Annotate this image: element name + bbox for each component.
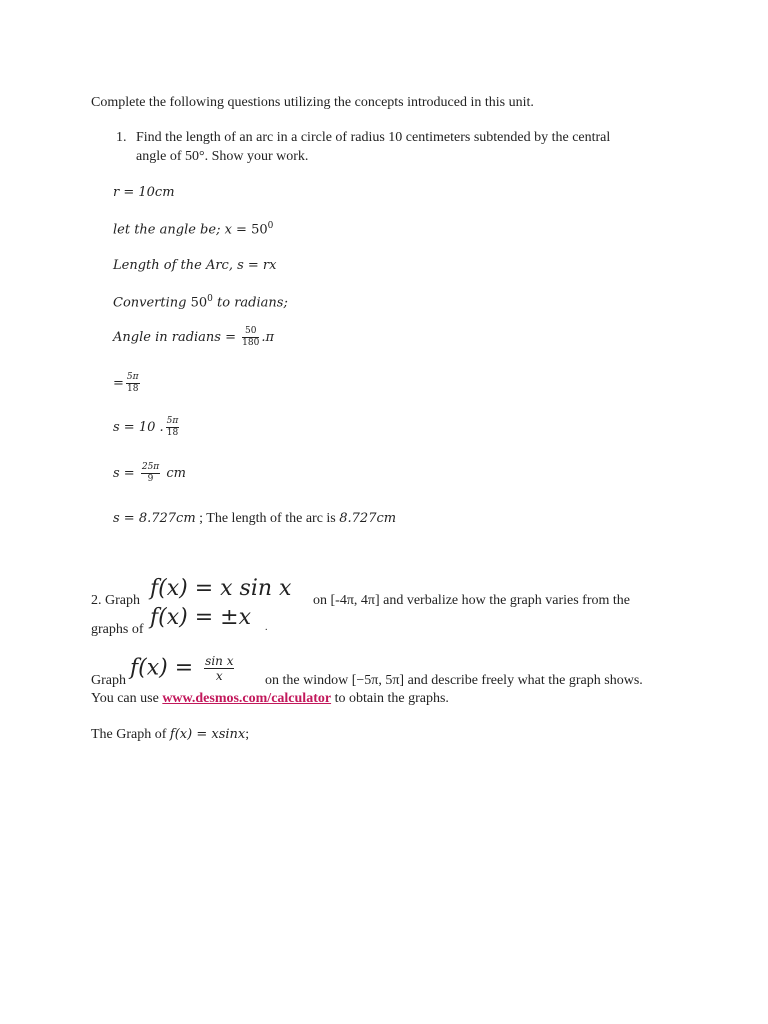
work-converting-degree: 0 [207, 294, 213, 304]
fraction-denominator: 18 [127, 384, 139, 394]
fraction-denominator: 18 [166, 428, 179, 438]
work-result [113, 509, 396, 527]
work-angle [113, 221, 273, 237]
q2-formula-xsinx [150, 576, 291, 601]
desmos-link[interactable]: www.desmos.com/calculator [162, 691, 332, 706]
q2-line2-text: graphs of [91, 622, 144, 637]
work-converting-a: Converting [113, 295, 191, 311]
work-arc-formula: Length of the Arc, s = rx [113, 258, 277, 273]
work-s-fraction [113, 462, 186, 485]
work-s-substitution [113, 416, 181, 439]
work-s-fraction-label: s = [113, 466, 139, 481]
work-angle-radians-tail: .π [261, 330, 274, 345]
work-converting-b: to radians; [212, 295, 288, 311]
fraction-numerator: 50 [242, 326, 259, 338]
fraction-5pi-18 [166, 416, 180, 439]
q2-formula-sinx-over-x [130, 654, 236, 683]
intro-text: Complete the following questions utilizing the concepts introduced in this unit. [91, 95, 534, 110]
q2-formula-left: f(x) = [130, 655, 194, 681]
fraction-5pi-18 [126, 372, 140, 395]
q2-p2-text: on the window [−5π, 5π] and describe freely what the graph shows. [265, 673, 643, 688]
work-angle-radians-label: Angle in radians = [113, 330, 241, 345]
q2-p2-line2b: to obtain the graphs. [331, 691, 449, 706]
work-result-math: s = 8.727cm [113, 511, 196, 526]
work-converting [113, 294, 288, 310]
q1-line1: Find the length of an arc in a circle of radius 10 centimeters subtended by the central [136, 130, 611, 145]
work-result-text: ; The length of the arc is [195, 511, 340, 526]
fraction-50-180 [242, 326, 259, 349]
q2-p2-graph: Graph [91, 673, 126, 688]
fraction-numerator: 5π [126, 372, 139, 382]
work-result-math2: 8.727cm [339, 511, 397, 526]
fraction-sinx-x [204, 654, 234, 683]
q2-p2-line2 [91, 691, 449, 707]
work-angle-radians [113, 326, 274, 349]
fraction-denominator: x [215, 669, 223, 683]
fraction-numerator: 25π [141, 462, 160, 472]
q2-formula-pmx [150, 605, 251, 630]
work-simplified [113, 372, 142, 395]
work-s-substitution-label: s = 10 . [113, 420, 164, 435]
q2-line1-text: on [-4π, 4π] and verbalize how the graph varies from the [313, 593, 630, 608]
fraction-25pi-9 [141, 462, 160, 485]
q2-p3-text: The Graph of [91, 727, 170, 742]
fraction-denominator: 9 [147, 474, 154, 484]
q2-prefix: 2. Graph [91, 593, 140, 608]
work-angle-value: 50 [251, 222, 268, 238]
fraction-numerator: sin x [205, 654, 234, 668]
q1-line2: angle of 50°. Show your work. [136, 149, 309, 164]
work-radius: r = 10cm [113, 185, 175, 200]
q2-formula-xsinx-text: f(x) = x sin x [150, 576, 292, 601]
work-angle-label: let the angle be; x = [113, 222, 252, 238]
work-angle-degree: 0 [267, 221, 274, 231]
q2-p3-tail: ; [245, 727, 250, 742]
fraction-denominator: 180 [242, 338, 260, 348]
q2-p2-line2a: You can use [91, 691, 163, 706]
q2-p3-math: f(x) = xsinx [169, 727, 246, 742]
q2-p3 [91, 727, 249, 743]
fraction-numerator: 5π [166, 416, 179, 426]
q2-formula-pmx-text: f(x) = ±x [150, 605, 251, 630]
work-s-fraction-unit: cm [162, 466, 186, 481]
q1-number: 1. [116, 130, 127, 145]
work-converting-num: 50 [190, 295, 208, 311]
q2-line2-period: . [265, 622, 268, 633]
work-simplified-eq: = [113, 376, 124, 391]
